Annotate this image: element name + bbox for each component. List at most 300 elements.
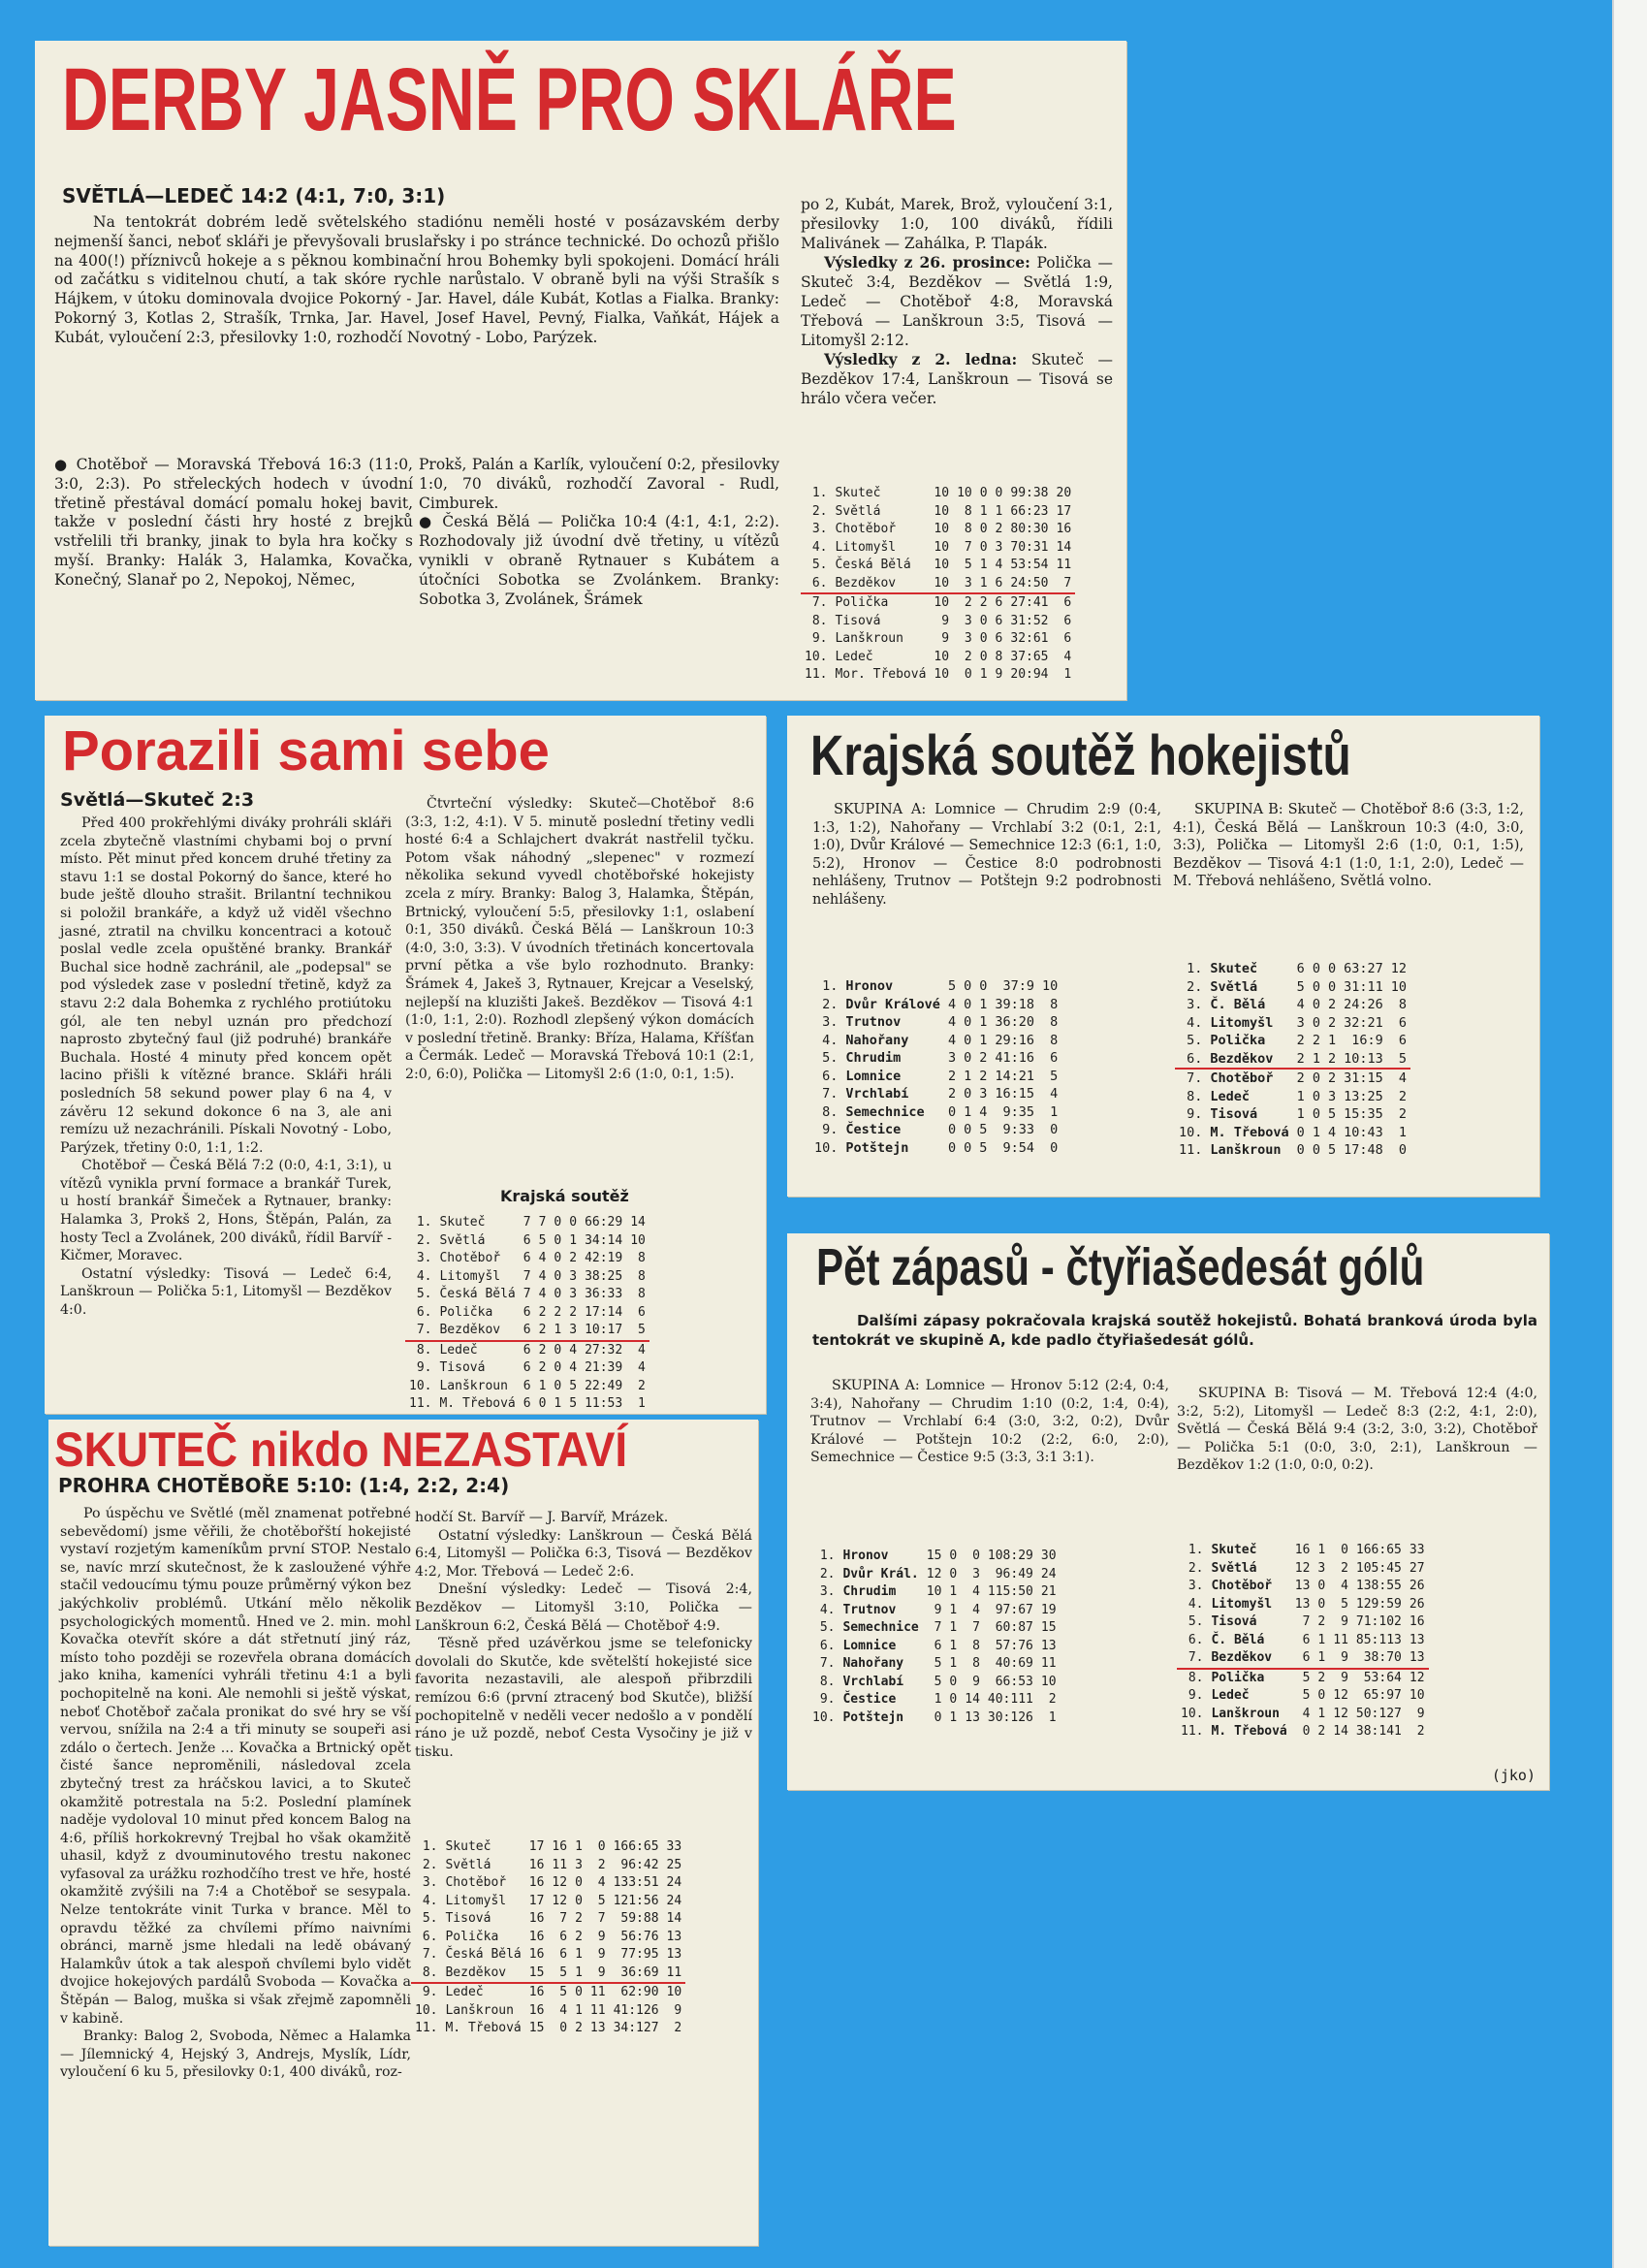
standings-cell: 2	[1317, 1670, 1326, 1685]
standings-cell: 4	[979, 1103, 988, 1120]
standings-cell: 2	[1327, 1070, 1337, 1086]
standings-cell: 8	[964, 503, 972, 519]
standings-cell: 31:15	[1344, 1070, 1383, 1086]
standings-cell: 70:31	[1010, 539, 1049, 555]
standings-cell: 27	[1409, 1560, 1425, 1576]
standings-cell: 5	[548, 1965, 571, 1984]
standings-cell: 3	[964, 613, 972, 628]
standings-cell: 5	[1327, 1106, 1337, 1122]
standings-cell: 36:20	[995, 1014, 1034, 1030]
standings-cell: 1	[575, 2002, 583, 2018]
standings-cell: 1	[976, 575, 992, 594]
standings-cell: 4.	[422, 1893, 438, 1908]
standings-cell: 14	[630, 1215, 646, 1230]
standings-cell: 10	[630, 1232, 646, 1248]
standings-cell: 6	[1063, 613, 1072, 628]
standings-cell: 6	[1063, 595, 1072, 610]
standings-cell: 13	[1294, 1596, 1311, 1612]
standings-row	[808, 1709, 1061, 1728]
standings-cell: 6.	[1175, 1050, 1206, 1070]
team-name: Litomyšl	[1211, 1596, 1273, 1612]
team-name: Vrchlabí	[842, 1674, 904, 1689]
standings-cell: 33	[666, 1839, 682, 1854]
standings-cell: 24	[666, 1893, 682, 1908]
standings-cell: 11:53	[585, 1396, 623, 1411]
standings-cell: 2	[1416, 1724, 1425, 1739]
standings-cell: 10.	[415, 2002, 438, 2018]
standings-cell: 6	[1291, 1649, 1314, 1669]
article-derby-match-1-end: Prokš, Palán a Karlík, vyloučení 0:2, přesilovky 1:0, 70 diváků, rozhodčí Zavoral - Rudl, Cimburek.	[419, 456, 779, 512]
standings-row	[810, 1103, 1061, 1122]
standings-cell: 0	[979, 486, 988, 500]
standings-cell: 5	[1050, 1068, 1059, 1084]
standings-cell: 5	[559, 1985, 568, 1999]
article-krajska-soutez	[787, 716, 1539, 1197]
standings-cell: 2	[569, 1251, 578, 1265]
standings-cell: 9	[1341, 1670, 1348, 1685]
standings-cell: 9:33	[1002, 1122, 1034, 1137]
team-name: Nahořany	[842, 1656, 904, 1671]
standings-cell: 31:11	[1344, 978, 1383, 995]
standings-cell: 33	[1409, 1543, 1425, 1557]
standings-cell: 9:54	[1002, 1139, 1034, 1156]
standings-cell: 6.	[822, 1068, 839, 1084]
standings-row	[1175, 1141, 1410, 1160]
standings-cell: 5	[1387, 1050, 1410, 1070]
standings-cell: 7	[523, 1268, 531, 1284]
standings-cell: 42:19	[585, 1251, 623, 1265]
standings-cell: 115:50	[987, 1584, 1033, 1599]
standings-cell: 1	[1314, 1649, 1329, 1669]
standings-cell: 7.	[405, 1322, 435, 1341]
standings-cell: 2	[947, 1086, 957, 1102]
standings-row	[405, 1359, 649, 1378]
standings-cell: 5	[1296, 978, 1305, 995]
standings-cell: 10	[957, 486, 972, 500]
team-name: Skuteč	[445, 1839, 491, 1854]
standings-cell: 2	[1327, 1014, 1337, 1031]
team-name: Skuteč	[1210, 961, 1258, 976]
standings-cell: 3	[1327, 1088, 1337, 1104]
standings-cell: 7	[964, 539, 972, 555]
standings-cell: 0	[554, 1251, 562, 1265]
standings-row	[1177, 1613, 1429, 1632]
standings-cell: 56:76	[620, 1929, 659, 1944]
standings-cell: 3	[947, 1050, 957, 1066]
article-derby-subtitle: SVĚTLÁ—LEDEČ 14:2 (4:1, 7:0, 3:1)	[62, 184, 446, 208]
standings-row	[411, 1838, 685, 1857]
standings-cell: 16	[1056, 522, 1072, 536]
standings-cell: 85:113	[1355, 1632, 1402, 1647]
standings-table-group-a	[808, 1548, 1061, 1727]
standings-cell: 5.	[822, 1050, 839, 1066]
standings-cell: 9.	[811, 631, 828, 646]
standings-cell: 3.	[822, 1014, 839, 1030]
standings-row	[1177, 1669, 1429, 1688]
team-name: Světlá	[1211, 1560, 1257, 1576]
standings-row	[1177, 1632, 1429, 1650]
article-derby-column-1	[54, 213, 779, 348]
team-name: Ledeč	[1211, 1688, 1250, 1703]
standings-cell: 11	[589, 1985, 606, 1999]
standings-cell: 1	[949, 1656, 958, 1671]
team-name: Litomyšl	[835, 539, 897, 555]
standings-cell: 4	[947, 1014, 957, 1030]
standings-cell: 99:38	[1010, 486, 1049, 500]
standings-cell: 1	[538, 1378, 547, 1393]
standings-cell: 0	[1327, 961, 1337, 976]
standings-cell: 0	[554, 1360, 562, 1375]
team-name: Chotěboř	[835, 522, 897, 536]
standings-row	[405, 1214, 649, 1232]
team-name: Čestice	[845, 1122, 902, 1137]
standings-cell: 0	[554, 1287, 562, 1301]
standings-cell: 9	[941, 631, 950, 646]
standings-cell: 6	[523, 1232, 531, 1248]
standings-row	[801, 630, 1075, 649]
standings-cell: 4.	[416, 1268, 432, 1284]
standings-cell: 2	[538, 1304, 547, 1320]
standings-cell: 4	[638, 1342, 646, 1358]
standings-cell: 9.	[1188, 1688, 1204, 1703]
standings-cell: 10	[934, 522, 950, 536]
standings-cell: 7	[1053, 575, 1076, 594]
standings-cell: 40:69	[995, 1656, 1033, 1671]
standings-row	[405, 1304, 649, 1323]
standings-row	[801, 575, 1075, 594]
standings-cell: 36:69	[610, 1965, 663, 1984]
standings-cell: 7.	[1187, 1070, 1203, 1086]
standings-cell: 1	[1317, 1632, 1326, 1647]
group-b-results: SKUPINA B: Tisová — M. Třebová 12:4 (4:0, 3:2, 5:2), Litomyšl — Ledeč 8:3 (2:2, 4:1, 2:0), Světlá — Česká Bělá 9:4 (3:2, 3:0, 3:2), Chotěboř — Polička 5:1 (0:0, 3:0, 2:1), Lanškroun — Bezděkov 1:2 (1:0, 0:0, 0:2).	[1177, 1386, 1537, 1474]
standings-cell: 0	[1317, 1596, 1326, 1612]
standings-cell: 32:61	[1010, 631, 1049, 646]
standings-cell: 0	[538, 1396, 547, 1411]
standings-cell: 2.	[422, 1857, 438, 1872]
standings-cell: 9.	[416, 1360, 432, 1375]
standings-cell: 3.	[416, 1251, 432, 1265]
standings-cell: 21:39	[585, 1360, 623, 1375]
standings-cell: 0	[979, 613, 988, 628]
standings-cell: 4	[947, 1032, 957, 1048]
standings-cell: 17	[1056, 503, 1072, 519]
standings-cell: 0	[947, 1122, 957, 1137]
standings-cell: 10:43	[1344, 1124, 1383, 1140]
standings-cell: 4	[569, 1360, 578, 1375]
standings-cell: 7.	[811, 595, 828, 610]
standings-row	[1177, 1596, 1429, 1614]
standings-cell: 8.	[811, 613, 828, 628]
team-name: Potštejn	[845, 1139, 909, 1156]
standings-cell: 12	[1333, 1706, 1348, 1721]
team-name: Dvůr Králové	[845, 996, 940, 1012]
standings-cell: 7.	[1177, 1649, 1207, 1669]
article-derby	[35, 41, 1126, 700]
standings-row	[810, 1049, 1061, 1068]
standings-cell: 11.	[1181, 1724, 1204, 1739]
standings-cell: 9.	[819, 1692, 836, 1707]
standings-row	[411, 1965, 685, 1984]
standings-row	[810, 1068, 1061, 1086]
standings-cell: 9	[586, 1965, 610, 1984]
standings-cell: 6.	[422, 1929, 438, 1944]
standings-table	[405, 1214, 649, 1414]
standings-cell: 166:65	[1355, 1543, 1402, 1557]
standings-cell: 10.	[1181, 1706, 1204, 1721]
standings-cell: 21	[1040, 1584, 1057, 1599]
standings-row	[808, 1602, 1061, 1620]
standings-row	[810, 1121, 1061, 1139]
standings-cell: 5.	[1188, 1614, 1204, 1629]
bullet-icon: ●	[419, 513, 443, 531]
article-derby-headline: DERBY JASNĚ PRO SKLÁŘE	[62, 50, 957, 149]
standings-cell: 13	[666, 1929, 682, 1944]
standings-row	[810, 1032, 1061, 1050]
team-name: Polička	[1211, 1670, 1265, 1685]
team-name: Lanškroun	[1211, 1706, 1280, 1721]
standings-cell: 1	[979, 1032, 988, 1048]
standings-cell: 2	[1296, 1033, 1305, 1048]
standings-cell: 9	[1329, 1649, 1352, 1669]
standings-cell: 14	[965, 1692, 980, 1707]
standings-cell: 16	[1409, 1614, 1425, 1629]
standings-cell: 5	[1302, 1670, 1311, 1685]
standings-cell: 0	[1312, 961, 1320, 976]
standings-cell: 3	[575, 1857, 583, 1872]
standings-cell: 0	[972, 1549, 980, 1563]
standings-cell: 11	[663, 1965, 686, 1984]
standings-cell: 20	[1056, 486, 1072, 500]
standings-cell: 0	[1341, 1543, 1348, 1557]
standings-cell: 2	[979, 1068, 988, 1084]
standings-cell: 0	[1327, 978, 1337, 995]
standings-cell: 0	[934, 1709, 942, 1725]
team-name: Potštejn	[842, 1709, 904, 1725]
standings-row	[405, 1378, 649, 1396]
standings-cell: 11	[1040, 1656, 1057, 1671]
standings-cell: 8	[1050, 1032, 1059, 1048]
standings-cell: 34:127	[613, 2021, 659, 2035]
standings-cell: 1	[1048, 1709, 1057, 1725]
standings-cell: 0	[964, 667, 972, 682]
standings-cell: 65:97	[1363, 1688, 1402, 1703]
standings-cell: 11	[552, 1857, 568, 1872]
team-name: Ledeč	[445, 1985, 484, 1999]
standings-cell: 4	[559, 2002, 568, 2018]
article-pet-zapasu-group-b	[1177, 1385, 1537, 1475]
team-name: Bezděkov	[1207, 1649, 1290, 1669]
results-2-jan: Skuteč — Bezděkov 17:4, Lanškroun — Tisová se hrálo včera večer.	[801, 351, 1113, 407]
standings-cell: 0	[1312, 997, 1320, 1012]
standings-cell: 4	[1063, 649, 1072, 664]
standings-row	[405, 1322, 649, 1341]
standings-cell: 6	[523, 1251, 531, 1265]
standings-cell: 10	[934, 558, 950, 572]
article-pet-zapasu	[787, 1233, 1549, 1790]
standings-cell: 66:23	[1010, 503, 1049, 519]
standings-cell: 8.	[416, 1342, 432, 1358]
standings-cell: 16	[528, 1929, 545, 1944]
standings-cell: 16	[528, 1911, 545, 1926]
standings-cell: 6	[992, 575, 1007, 594]
team-name: Chotěboř	[1211, 1579, 1273, 1593]
team-name: Tisová	[445, 1911, 491, 1926]
standings-cell: 29:16	[995, 1032, 1034, 1048]
team-name: Chrudim	[842, 1584, 897, 1599]
article-pet-zapasu-intro-text: Dalšími zápasy pokračovala krajská soutěž hokejistů. Bohatá branková úroda byla tentokrát ve skupině A, kde padlo čtyřiašedesát gólů.	[812, 1312, 1537, 1349]
standings-cell: 7	[538, 1215, 547, 1230]
standings-cell: 4	[995, 558, 1003, 572]
standings-cell: 6	[1398, 1014, 1407, 1031]
standings-cell: 17	[528, 1839, 545, 1854]
team-name: Bezděkov	[435, 1322, 519, 1341]
standings-row	[801, 649, 1075, 667]
standings-cell: 16	[528, 1857, 545, 1872]
standings-row	[1177, 1723, 1429, 1741]
standings-cell: 26	[1409, 1596, 1425, 1612]
standings-cell: 10:13	[1340, 1050, 1387, 1070]
standings-cell: 0	[964, 1122, 972, 1137]
standings-cell: 5	[979, 1122, 988, 1137]
standings-cell: 17	[528, 1893, 545, 1908]
standings-cell: 0	[964, 1050, 972, 1066]
standings-row	[1177, 1560, 1429, 1579]
standings-cell: 11.	[409, 1396, 432, 1411]
team-name: Chotěboř	[445, 1875, 507, 1890]
standings-cell: 38:25	[585, 1268, 623, 1284]
standings-cell: 0	[964, 1086, 972, 1102]
article-porazili-paragraph-3: Ostatní výsledky: Tisová — Ledeč 6:4, Lanškroun — Polička 5:1, Litomyšl — Bezděkov 4:0.	[60, 1265, 392, 1319]
standings-cell: 2	[575, 2021, 583, 2035]
standings-cell: 24	[1040, 1566, 1057, 1581]
standings-cell: 1.	[1187, 961, 1203, 976]
standings-row	[1175, 978, 1410, 997]
standings-cell: 8.	[1188, 1670, 1204, 1685]
standings-cell: 0	[597, 1839, 606, 1854]
standings-cell: 6	[1302, 1632, 1311, 1647]
standings-cell: 4	[1398, 1070, 1407, 1086]
standings-cell: 7	[523, 1287, 531, 1301]
standings-cell: 0	[964, 996, 972, 1012]
standings-cell: 7.	[819, 1656, 836, 1671]
standings-cell: 16:15	[995, 1086, 1034, 1102]
standings-cell: 121:56	[613, 1893, 659, 1908]
standings-cell: 3	[995, 539, 1003, 555]
standings-cell: 9:35	[1002, 1103, 1034, 1120]
standings-cell: 4	[569, 1342, 578, 1358]
standings-cell: 5	[1302, 1688, 1311, 1703]
team-name: Polička	[835, 595, 889, 610]
team-name: Hronov	[845, 978, 894, 994]
article-derby-match-2-end: po 2, Kubát, Marek, Brož, vyloučení 3:1, přesilovky 1:0, 100 diváků, řídili Malivánek — Zahálka, P. Tlapák.	[801, 196, 1113, 252]
album-page-edge	[1612, 0, 1647, 2268]
standings-cell: 27:41	[1010, 595, 1049, 610]
article-skutec-referees: hodčí St. Barvíř — J. Barvíř, Mrázek.	[415, 1510, 669, 1525]
standings-cell: 2	[979, 1050, 988, 1066]
standings-cell: 6	[523, 1396, 531, 1411]
team-name: Litomyšl	[445, 1893, 507, 1908]
standings-cell: 2	[1317, 1614, 1326, 1629]
standings-cell: 10	[934, 595, 950, 610]
team-name: Skuteč	[835, 486, 881, 500]
standings-cell: 0	[1296, 1142, 1305, 1158]
standings-cell: 0	[947, 1103, 957, 1120]
standings-cell: 1.	[811, 486, 828, 500]
standings-cell: 24	[666, 1875, 682, 1890]
standings-cell: 77:95	[620, 1947, 659, 1962]
standings-cell: 15:35	[1344, 1106, 1383, 1122]
team-name: Ledeč	[1210, 1088, 1251, 1104]
standings-cell: 15	[528, 2021, 545, 2035]
standings-cell: 2.	[819, 1566, 836, 1581]
standings-cell: 2	[538, 1360, 547, 1375]
standings-row	[808, 1691, 1061, 1709]
standings-cell: 4	[1302, 1706, 1311, 1721]
standings-cell: 66:29	[585, 1215, 623, 1230]
standings-cell: 2	[1324, 1050, 1340, 1070]
standings-cell: 2	[995, 522, 1003, 536]
standings-cell: 6	[638, 1304, 646, 1320]
article-porazili-results: Čtvrteční výsledky: Skuteč—Chotěboř 8:6 (3:3, 1:2, 4:1). V 5. minutě poslední třetiny vedli hosté 6:4 a Schlajchert dvakrát nastřelil tyčku. Potom však náhodný „slepenec" v rozmezí několika sekund vyvedl chotěbořské hokejisty zcela z míry. Branky: Balog 3, Halamka, Štěpán, Brtnický, vyloučení 5:5, přesilovky 1:1, oslabení 0:1, 350 diváků. Česká Bělá — Lanškroun 10:3 (4:0, 3:0, 3:3). V úvodních třetinách koncertovala první pětka a vše bylo rozhodnuto. Branky: Šrámek 4, Jakeš 3, Rytnauer, Krejcar a Veselský, nejlepší na kluzišti Jakeš. Bezděkov — Tisová 4:1 (1:0, 1:1, 2:0). Rozhodl zlepšený výkon domácích v poslední třetině. Branky: Bříza, Halama, Kříšťan a Čermák. Ledeč — Moravská Třebová 10:1 (2:1, 2:0, 6:0), Polička — Litomyšl 2:6 (1:0, 0:1, 1:5).	[405, 796, 754, 1082]
standings-cell: 26	[1409, 1579, 1425, 1593]
team-name: Lanškroun	[835, 631, 903, 646]
standings-cell: 0	[554, 1232, 562, 1248]
group-a-results: SKUPINA A: Lomnice — Hronov 5:12 (2:4, 0:4, 3:4), Nahořany — Chrudim 1:10 (0:2, 1:4, 0:4), Trutnov — Vrchlabí 6:4 (3:0, 3:2, 0:2), Dvůr Králové — Potštejn 10:2 (2:2, 6:0, 2:0), Semechnice — Čestice 9:5 (3:3, 3:1 3:1).	[810, 1378, 1169, 1466]
article-derby-match-1: Chotěboř — Moravská Třebová 16:3 (11:0, 3:0, 2:3). Po střeleckých hodech v úvodní třetině přestával domácí pomalu hokej bavit, takže v poslední části hry hosté z brejků vstřelili tři branky, jinak to byla hra kočky s myší. Branky: Halák 3, Halamka, Kovačka, Konečný, Slanař po 2, Nepokoj, Němec,	[54, 456, 413, 589]
standings-cell: 60:87	[995, 1620, 1033, 1635]
standings-row	[810, 977, 1061, 996]
article-skutec-column-2	[415, 1509, 752, 1761]
standings-table-group-a	[810, 977, 1061, 1157]
standings-cell: 15	[525, 1965, 549, 1984]
standings-cell: 1	[575, 1839, 583, 1854]
standings-cell: 4	[638, 1360, 646, 1375]
standings-cell: 4	[947, 996, 957, 1012]
standings-cell: 5.	[416, 1287, 432, 1301]
standings-cell: 133:51	[613, 1875, 659, 1890]
standings-cell: 2	[1048, 1692, 1057, 1707]
standings-cell: 12	[926, 1566, 942, 1581]
standings-row	[411, 1983, 685, 2002]
standings-row	[405, 1250, 649, 1268]
standings-cell: 8.	[411, 1965, 441, 1984]
standings-cell: 8	[1050, 1014, 1059, 1030]
standings-cell: 24:26	[1344, 997, 1383, 1012]
standings-row	[411, 1946, 685, 1965]
standings-cell: 1.	[422, 1839, 438, 1854]
results-label: Výsledky z 2. ledna:	[824, 350, 1018, 369]
standings-cell: 0	[1312, 1014, 1320, 1031]
standings-cell: 1	[1050, 1103, 1059, 1120]
standings-cell: 129:59	[1355, 1596, 1402, 1612]
standings-cell: 1	[979, 996, 988, 1012]
standings-row	[801, 485, 1075, 503]
standings-cell: 96:42	[620, 1857, 659, 1872]
standings-cell: 39:18	[995, 996, 1034, 1012]
standings-row	[405, 1395, 649, 1414]
standings-cell: 9	[1341, 1614, 1348, 1629]
standings-cell: 9	[941, 613, 950, 628]
standings-cell: 1	[964, 1103, 972, 1120]
standings-cell: 1	[1317, 1543, 1326, 1557]
standings-cell: 7.	[422, 1947, 438, 1962]
standings-cell: 5.	[422, 1911, 438, 1926]
article-porazili-paragraph: Před 400 prokřehlými diváky prohráli skláři zcela zbytečně vlastními chybami boj o první místo. Pět minut před koncem druhé třetiny za stavu 1:1 se dostal Pokorný do šance, které ho bude ještě dlouho strašit. Brilantní technikou si položil brankáře, a když už viděl všechno jasné, ztratil na chvilku koncentraci a kotouč poslal vedle zcela opuštěné branky. Brankář Buchal sice hodně zachránil, ale „podepsal" se pod výsledek zase v poslední třetině, když za stavu 2:2 dala Bohemka z rychlého protiútoku gól, ale ten nebyl uznán pro předchozí naprosto zbytečný faul (již podruhé) brankáře Buchala. Hosté 4 minuty před koncem opět lacino přišli k vítězné brance. Skláři hráli posledních 58 sekund power play 6 na 4, v závěru 12 sekund dokonce 6 na 3, ale ani remízu už nezachránili. Pískali Novotný - Lobo, Parýzek, třetiny 0:0, 1:1, 1:2.	[60, 815, 392, 1156]
article-derby-column-1b	[54, 456, 413, 591]
standings-cell: 3	[972, 1566, 980, 1581]
standings-cell: 13	[1040, 1638, 1057, 1653]
standings-cell: 6	[523, 1304, 531, 1320]
